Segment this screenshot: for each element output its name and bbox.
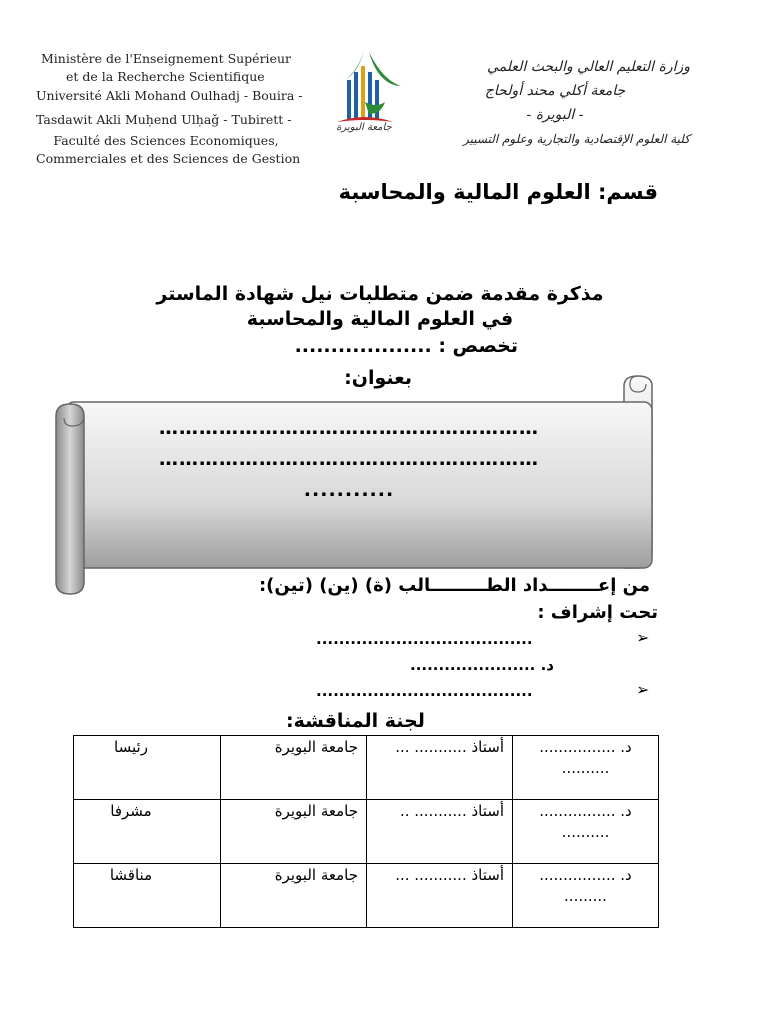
title-label: بعنوان: bbox=[344, 367, 412, 389]
jury-rank: أستاذ ........... ... bbox=[367, 864, 513, 928]
jury-rank: أستاذ ........... ... bbox=[367, 736, 513, 800]
title-dots-line-3: ........... bbox=[303, 479, 395, 501]
ministry-fr-line-1: Ministère de l'Enseignement Supérieur bbox=[41, 51, 291, 66]
university-fr: Université Akli Mohand Oulhadj - Bouira - bbox=[36, 88, 303, 103]
jury-table bbox=[73, 735, 659, 928]
thesis-description bbox=[80, 282, 680, 332]
supervision-label: تحت إشراف : bbox=[537, 602, 658, 623]
title-dots-line-2: ………………………………………………… bbox=[159, 448, 539, 470]
student-line: من إعــــــــداد الطـــــــــالب (ة) (ين) (تين): bbox=[258, 575, 650, 596]
header-arabic bbox=[420, 55, 690, 151]
faculty-fr-line-2: Commerciales et des Sciences de Gestion bbox=[36, 150, 301, 166]
supervisor-line-3: ...................................... bbox=[316, 682, 533, 700]
title-dots-line-1: ………………………………………………… bbox=[159, 417, 539, 439]
table-row bbox=[74, 800, 659, 864]
jury-name: د. ................ ......... bbox=[513, 864, 659, 928]
header-french bbox=[36, 50, 303, 167]
logo-caption: جامعة البويرة bbox=[336, 122, 392, 133]
jury-name: د. ................ .......... bbox=[513, 736, 659, 800]
jury-role: مشرفا bbox=[74, 800, 221, 864]
ministry-ar: وزارة التعليم العالي والبحث العلمي bbox=[487, 59, 690, 75]
table-row bbox=[74, 864, 659, 928]
city-ar: - البويرة - bbox=[526, 107, 584, 123]
faculty-fr-line-1: Faculté des Sciences Economiques, bbox=[53, 133, 279, 148]
thesis-line-1: مذكرة مقدمة ضمن متطلبات نيل شهادة الماستر bbox=[156, 283, 604, 305]
jury-name: د. ................ .......... bbox=[513, 800, 659, 864]
thesis-title-placeholder bbox=[84, 413, 614, 506]
specialty-line: تخصص : ................... bbox=[294, 335, 518, 357]
faculty-ar: كلية العلوم الإقتصادية والتجارية وعلوم التسيير bbox=[462, 132, 690, 146]
bullet-arrow-icon: ➢ bbox=[636, 680, 650, 699]
jury-rank: أستاذ ........... .. bbox=[367, 800, 513, 864]
jury-role: رئيسا bbox=[74, 736, 221, 800]
jury-title: لجنة المناقشة: bbox=[286, 710, 425, 732]
department-title: قسم: العلوم المالية والمحاسبة bbox=[338, 180, 658, 204]
supervisor-line-2: د. ...................... bbox=[410, 656, 554, 674]
table-row bbox=[74, 736, 659, 800]
university-kabyle: Tasdawit Akli Muḥend Ulḥaǧ - Tubirett - bbox=[36, 111, 292, 127]
jury-university: جامعة البويرة bbox=[221, 800, 367, 864]
jury-role: مناقشا bbox=[74, 864, 221, 928]
university-ar: جامعة أكلي محند أولحاج bbox=[484, 83, 626, 99]
bullet-arrow-icon: ➢ bbox=[636, 628, 650, 647]
supervisor-line-1: ...................................... bbox=[316, 630, 533, 648]
jury-university: جامعة البويرة bbox=[221, 736, 367, 800]
ministry-fr-line-2: et de la Recherche Scientifique bbox=[66, 68, 265, 84]
thesis-line-2: في العلوم المالية والمحاسبة bbox=[246, 308, 514, 330]
jury-university: جامعة البويرة bbox=[221, 864, 367, 928]
